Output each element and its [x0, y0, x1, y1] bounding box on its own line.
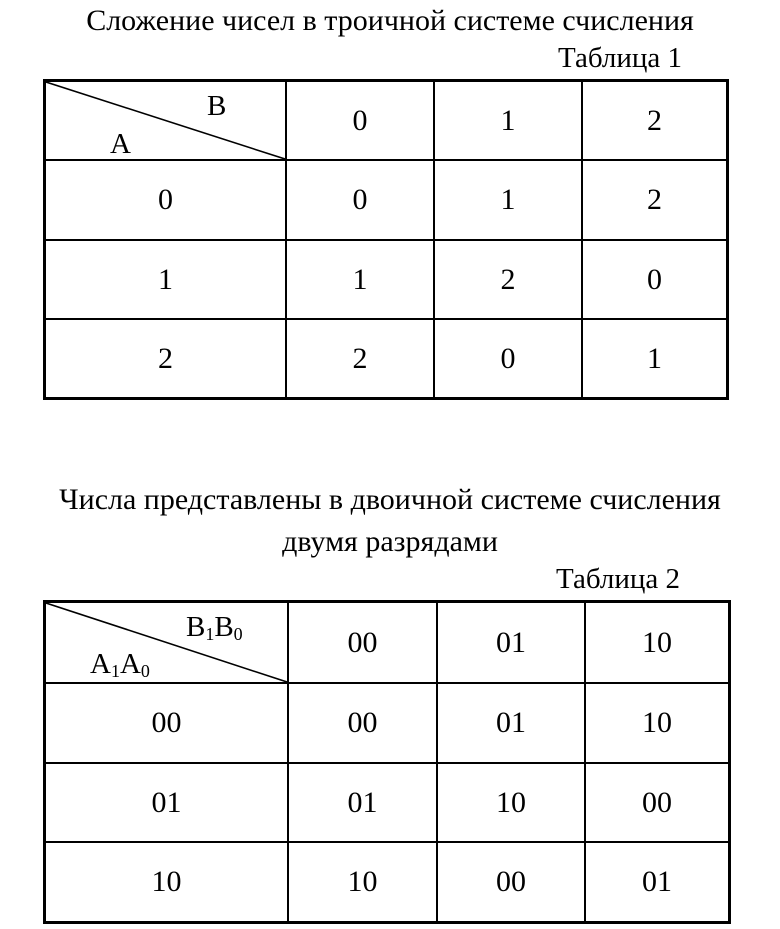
- table1-title: Сложение чисел в троичной системе счисления: [86, 4, 694, 37]
- table1-label: Таблица 1: [558, 42, 683, 74]
- table1-col-header: 1: [434, 81, 582, 160]
- table-row: [45, 763, 729, 842]
- diagonal-divider: [46, 82, 285, 159]
- table1-row-header: 1: [45, 240, 286, 319]
- table-row: [45, 240, 727, 319]
- table2-cell: 00: [437, 842, 585, 922]
- table-row: [45, 319, 727, 398]
- table1-row-var: A: [110, 128, 131, 160]
- table2-cell: 10: [288, 842, 437, 922]
- table1-cell: 0: [286, 160, 434, 240]
- table2-col-header: 00: [288, 602, 437, 683]
- table2-cell: 01: [437, 683, 585, 763]
- table2-title-line1: Числа представлены в двоичной системе счисления: [59, 483, 721, 516]
- table1-cell: 0: [434, 319, 582, 398]
- table2-label: Таблица 2: [556, 563, 681, 595]
- table1-cell: 1: [434, 160, 582, 240]
- table1-cell: 0: [582, 240, 727, 319]
- table2-corner-cell: [45, 602, 288, 683]
- table2-row-header: 10: [45, 842, 288, 922]
- table1-col-header: 0: [286, 81, 434, 160]
- diagonal-divider: [46, 603, 287, 682]
- table1-col-var: B: [207, 90, 227, 122]
- table-row: [45, 602, 729, 683]
- table2-col-header: 10: [585, 602, 729, 683]
- table1-corner-cell: [45, 81, 286, 160]
- table2: [44, 601, 730, 923]
- table1-row-header: 2: [45, 319, 286, 398]
- table2-cell: 00: [585, 763, 729, 842]
- table2-col-header: 01: [437, 602, 585, 683]
- table1-cell: 2: [582, 160, 727, 240]
- table1-row-header: 0: [45, 160, 286, 240]
- table2-cell: 10: [437, 763, 585, 842]
- table2-row-header: 00: [45, 683, 288, 763]
- table2-title-line2: двумя разрядами: [282, 525, 498, 558]
- table-row: [45, 160, 727, 240]
- table2-row-var: $A_1A_0$: [90, 648, 150, 681]
- table2-cell: 01: [288, 763, 437, 842]
- table1-cell: 1: [286, 240, 434, 319]
- table2-col-var: $B_1B_0$: [186, 611, 243, 644]
- table1: [44, 80, 728, 399]
- table1-cell: 2: [286, 319, 434, 398]
- table-row: [45, 683, 729, 763]
- table1-cell: 1: [582, 319, 727, 398]
- table2-cell: 10: [585, 683, 729, 763]
- table2-cell: 00: [288, 683, 437, 763]
- table1-cell: 2: [434, 240, 582, 319]
- table-row: [45, 842, 729, 922]
- table1-col-header: 2: [582, 81, 727, 160]
- table2-cell: 01: [585, 842, 729, 922]
- table2-row-header: 01: [45, 763, 288, 842]
- table-row: [45, 81, 727, 160]
